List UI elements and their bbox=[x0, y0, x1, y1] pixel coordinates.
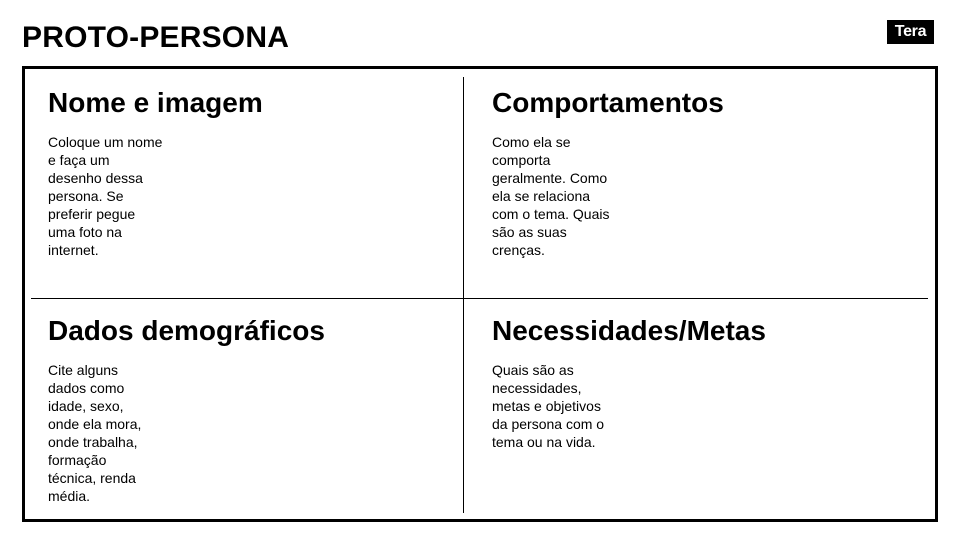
quadrant-title: Nome e imagem bbox=[48, 87, 263, 118]
quadrant-title: Comportamentos bbox=[492, 87, 724, 118]
persona-board bbox=[22, 66, 938, 522]
quadrant-comportamentos bbox=[492, 85, 724, 259]
quadrant-description: Coloque um nome e faça um desenho dessa persona. Se preferir pegue uma foto na internet. bbox=[48, 134, 163, 258]
horizontal-divider bbox=[31, 298, 928, 299]
quadrant-title: Dados demográficos bbox=[48, 315, 325, 346]
quadrant-title: Necessidades/Metas bbox=[492, 315, 766, 346]
quadrant-description: Quais são as necessidades, metas e objetivos da persona com o tema ou na vida. bbox=[492, 362, 605, 450]
quadrant-description: Cite alguns dados como idade, sexo, onde ela mora, onde trabalha, formação técnica, renda média. bbox=[48, 362, 142, 504]
quadrant-nome-e-imagem bbox=[48, 85, 263, 259]
page-title: PROTO-PERSONA bbox=[22, 21, 290, 54]
tera-logo: Tera bbox=[887, 20, 934, 44]
quadrant-dados-demograficos bbox=[48, 313, 325, 505]
quadrant-description: Como ela se comporta geralmente. Como ela se relaciona com o tema. Quais são as suas crenças. bbox=[492, 134, 610, 258]
vertical-divider bbox=[463, 77, 464, 513]
quadrant-necessidades-metas bbox=[492, 313, 766, 451]
